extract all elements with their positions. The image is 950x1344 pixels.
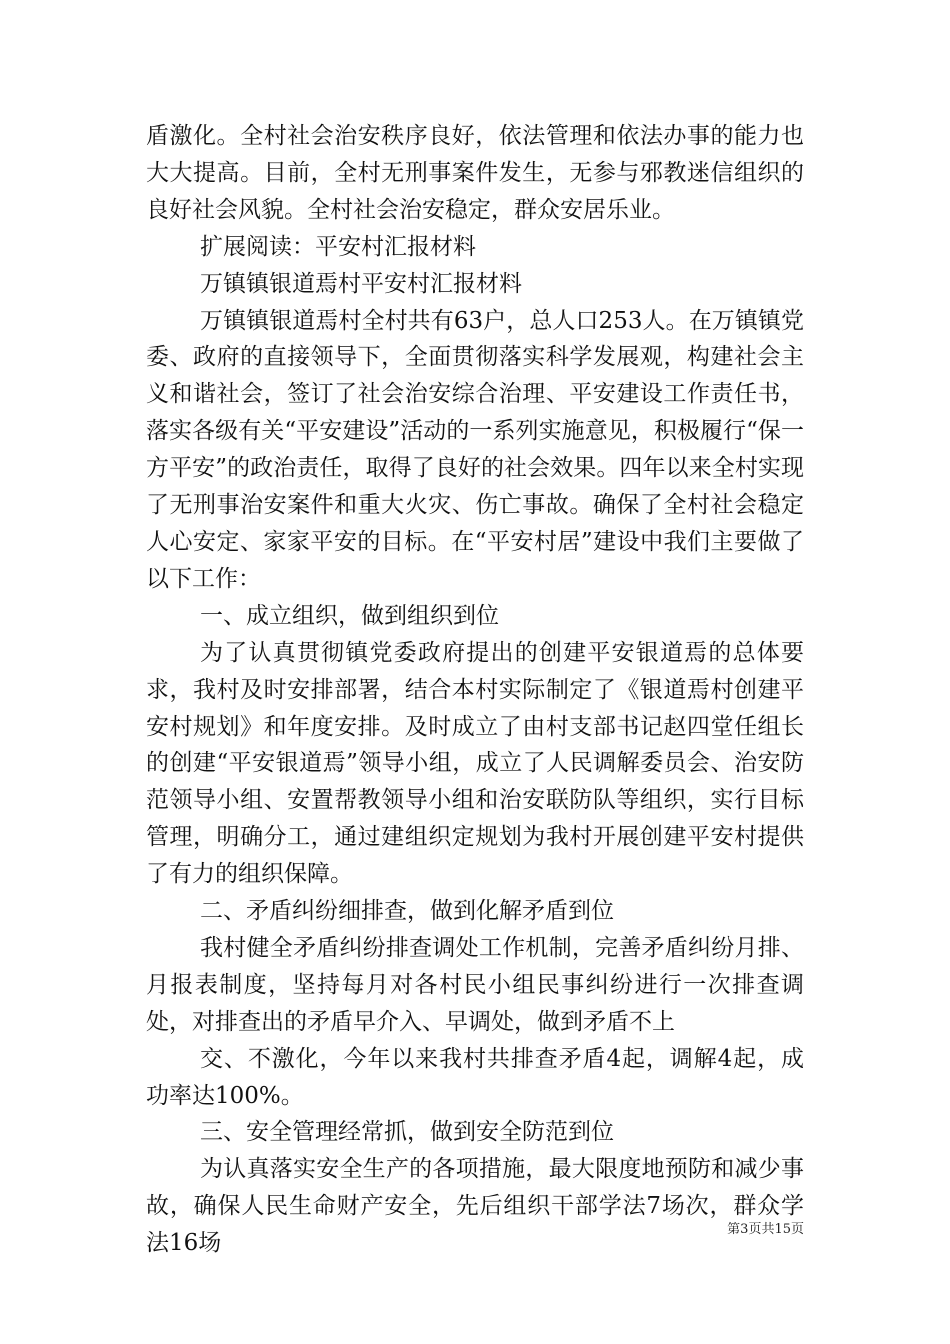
paragraph-continuation: 盾激化。全村社会治安秩序良好，依法管理和依法办事的能力也大大提高。目前，全村无刑事案件发生，无参与邪教迷信组织的良好社会风貌。全村社会治安稳定，群众安居乐业。 [146, 123, 804, 223]
paragraph-village-overview: 万镇镇银道焉村全村共有63户，总人口253人。在万镇镇党委、政府的直接领导下，全面贯彻落实科学发展观，构建社会主义和谐社会，签订了社会治安综合治理、平安建设工作责任书，落实各级有关“平安建设”活动的一系列实施意见，积极履行“保一方平安”的政治责任，取得了良好的社会效果。四年以来全村实现了无刑事治安案件和重大火灾、伤亡事故。确保了全村社会稳定人心安定、家家平安的目标。在“平安村居”建设中我们主要做了以下工作： [146, 307, 804, 592]
paragraph-extended-reading: 扩展阅读：平安村汇报材料 [200, 233, 476, 260]
paragraph-section-2-part-1: 我村健全矛盾纠纷排查调处工作机制，完善矛盾纠纷月排、月报表制度，坚持每月对各村民小组民事纠纷进行一次排查调处，对排查出的矛盾早介入、早调处，做到矛盾不上 [146, 934, 804, 1035]
page-number-footer: 第3页共15页 [727, 1222, 804, 1237]
paragraph-section-2-part-2: 交、不激化，今年以来我村共排查矛盾4起，调解4起，成功率达100%。 [146, 1045, 804, 1109]
paragraph-section-1: 为了认真贯彻镇党委政府提出的创建平安银道焉的总体要求，我村及时安排部署，结合本村实际制定了《银道焉村创建平安村规划》和年度安排。及时成立了由村支部书记赵四堂任组长的创建“平安银道焉”领导小组，成立了人民调解委员会、治安防范领导小组、安置帮教领导小组和治安联防队等组织，实行目标管理，明确分工，通过建组织定规划为我村开展创建平安村提供了有力的组织保障。 [146, 639, 804, 888]
heading-section-3: 三、安全管理经常抓，做到安全防范到位 [200, 1119, 614, 1146]
document-body [146, 118, 804, 1262]
paragraph-section-3: 为认真落实安全生产的各项措施，最大限度地预防和减少事故，确保人民生命财产安全，先后组织干部学法7场次，群众学法16场 [146, 1156, 804, 1257]
heading-section-1: 一、成立组织，做到组织到位 [200, 602, 499, 629]
heading-section-2: 二、矛盾纠纷细排查，做到化解矛盾到位 [200, 898, 614, 925]
paragraph-report-title: 万镇镇银道焉村平安村汇报材料 [200, 270, 522, 297]
